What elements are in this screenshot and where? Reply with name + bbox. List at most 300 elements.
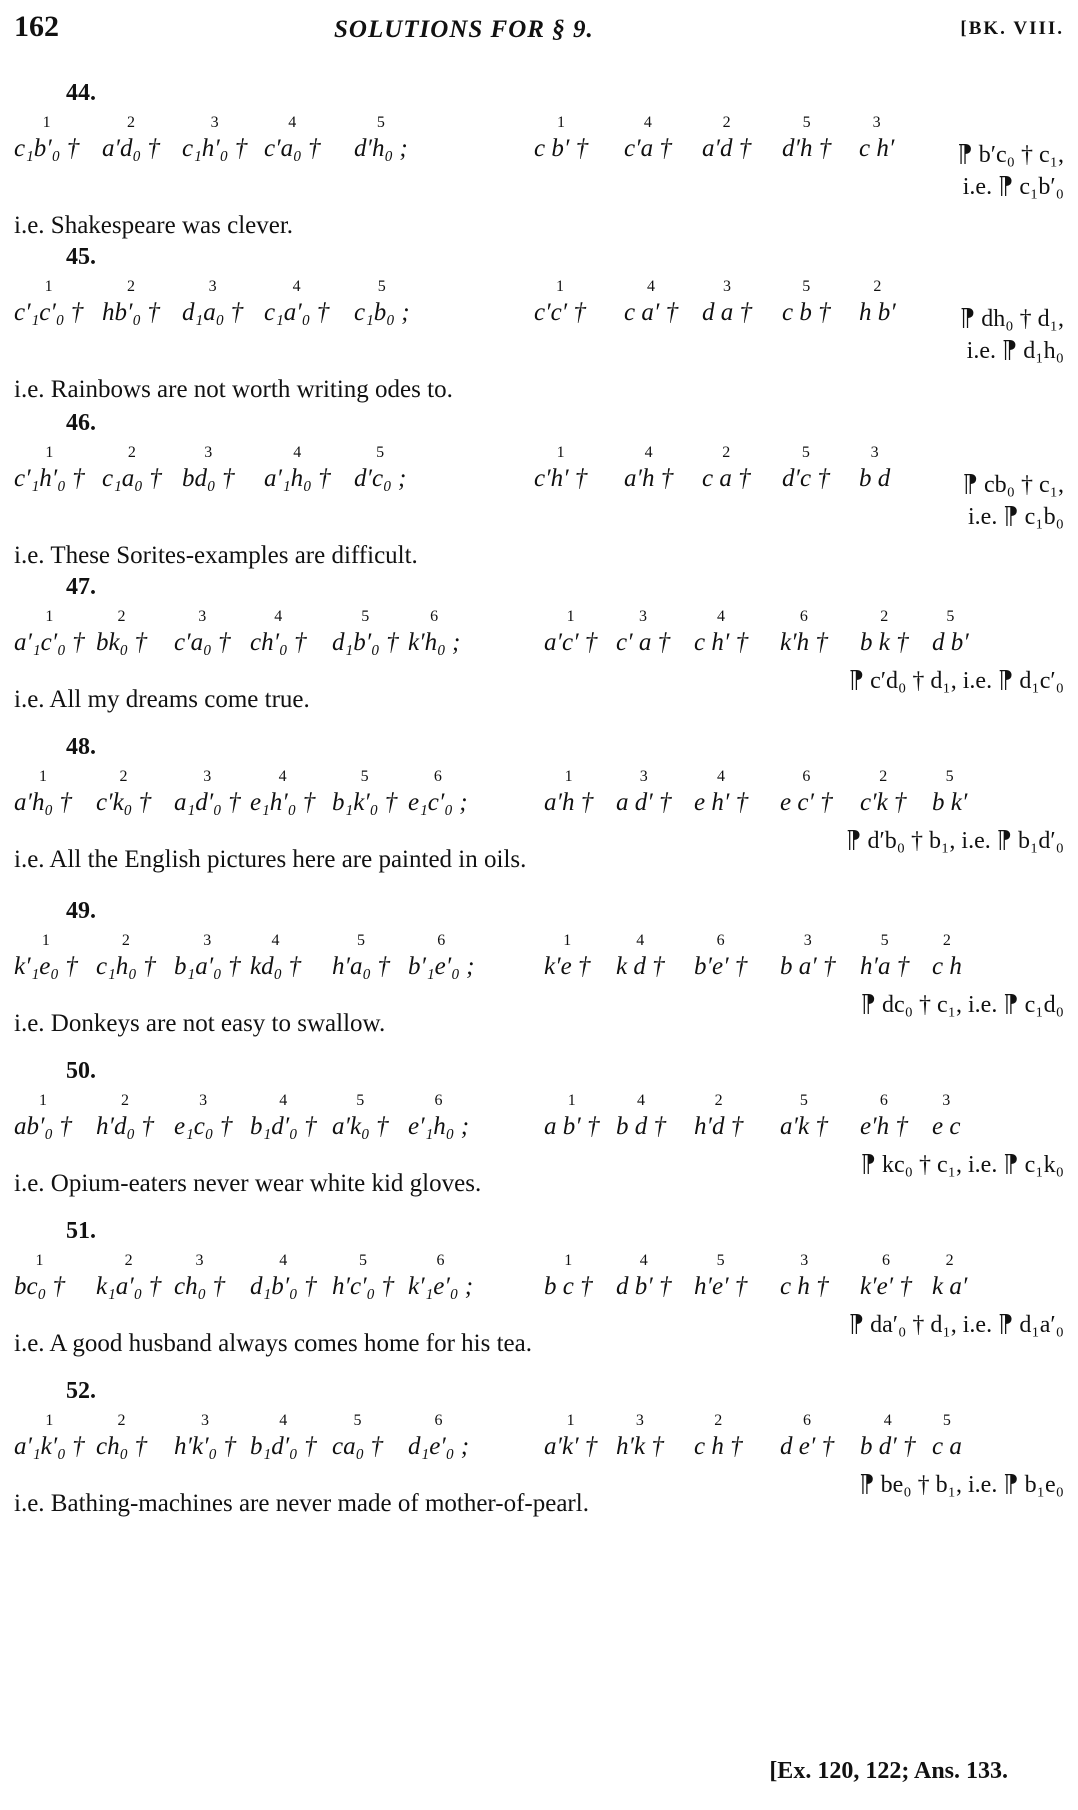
premise-term [182, 442, 234, 491]
premise-expression: k′₁e₀ † [14, 953, 78, 980]
premise-index: 5 [358, 1252, 367, 1269]
answer-sentence: i.e. Shakespeare was clever. [14, 212, 294, 239]
premise-term [332, 606, 399, 655]
conclusion-line-2: i.e. ⁋ c₁b′₀ [962, 174, 1064, 200]
premise-index: 3 [204, 444, 213, 461]
premise-term [174, 1090, 232, 1139]
working-index: 2 [945, 1252, 954, 1269]
premise-expression: bd₀ † [182, 465, 235, 492]
working-index: 1 [566, 1412, 575, 1429]
premise-index: 6 [433, 768, 442, 785]
working-expression: c′ a † [616, 629, 671, 656]
solution-number: 51. [66, 1218, 96, 1244]
premise-index: 4 [288, 114, 297, 131]
page-number: 162 [14, 10, 59, 43]
working-term [932, 1250, 967, 1299]
premise-index: 4 [274, 608, 283, 625]
working-expression: h′e′ † [694, 1273, 748, 1300]
answer-sentence: i.e. All the English pictures here are painted in oils. [14, 846, 527, 873]
premise-expression: e₁c′₀ ; [408, 789, 468, 816]
solution-block [14, 1378, 1064, 1563]
working-row [514, 766, 1064, 826]
working-index: 6 [803, 1412, 812, 1429]
working-expression: k′e † [544, 953, 591, 980]
working-index: 6 [879, 1092, 888, 1109]
premise-index: 4 [279, 1412, 288, 1429]
premise-index: 1 [38, 1092, 47, 1109]
working-expression: a′h † [624, 465, 674, 492]
working-term [624, 276, 678, 325]
premise-index: 3 [208, 278, 217, 295]
working-index: 1 [566, 608, 575, 625]
premise-expression: ab′₀ † [14, 1113, 72, 1140]
working-term [694, 1410, 743, 1459]
premise-index: 1 [45, 444, 54, 461]
working-index: 3 [639, 608, 648, 625]
working-index: 1 [555, 278, 564, 295]
premise-expression: h′a₀ † [332, 953, 390, 980]
working-term [780, 1410, 834, 1459]
working-index: 3 [723, 278, 731, 295]
working-term [702, 112, 751, 161]
working-index: 1 [557, 114, 566, 131]
solution-block [14, 410, 1064, 595]
solution-number: 45. [66, 244, 96, 270]
working-index: 3 [872, 114, 881, 131]
premise-term [102, 442, 162, 491]
working-index: 4 [644, 444, 653, 461]
working-expression: c′k † [860, 789, 907, 816]
working-expression: a′h † [544, 789, 594, 816]
working-index: 2 [714, 1092, 723, 1109]
premises-row [14, 276, 514, 336]
working-expression: h b′ [859, 299, 896, 326]
answer-sentence: i.e. Bathing-machines are never made of mother-of-pearl. [14, 1490, 589, 1517]
premises-row [14, 442, 514, 502]
premise-index: 3 [203, 932, 212, 949]
working-term [702, 276, 752, 325]
working-term [534, 276, 586, 325]
solution-block [14, 80, 1064, 265]
working-term [859, 276, 896, 325]
premise-term [332, 930, 390, 979]
working-index: 1 [556, 444, 565, 461]
premise-term [14, 606, 85, 655]
working-index: 4 [717, 608, 726, 625]
working-expression: d b′ † [616, 1273, 672, 1300]
premise-term [354, 112, 408, 161]
solution-number: 47. [66, 574, 96, 600]
premise-expression: d′h₀ ; [354, 135, 408, 162]
working-term [780, 766, 833, 815]
working-index: 4 [639, 1252, 648, 1269]
working-expression: c b′ † [534, 135, 589, 162]
premise-expression: c₁a′₀ † [264, 299, 330, 326]
conclusion-line: ⁋ dc₀ † c₁, i.e. ⁋ c₁d₀ [860, 992, 1064, 1018]
working-expression: k d † [616, 953, 665, 980]
working-index: 5 [799, 1092, 808, 1109]
working-expression: b k † [860, 629, 909, 656]
premise-expression: d₁b′₀ † [332, 629, 399, 656]
premise-term [250, 606, 307, 655]
solution-block [14, 1058, 1064, 1243]
solution-number: 50. [66, 1058, 96, 1084]
working-term [859, 112, 894, 161]
working-expression: d′h † [782, 135, 832, 162]
premise-index: 5 [360, 768, 369, 785]
working-term [860, 1410, 915, 1459]
working-expression: k a′ [932, 1273, 968, 1300]
premise-expression: c₁b′₀ † [14, 135, 80, 162]
working-term [780, 1250, 829, 1299]
working-index: 1 [564, 1252, 573, 1269]
premise-term [96, 1250, 161, 1299]
working-term [932, 766, 967, 815]
working-expression: a d′ † [616, 789, 672, 816]
premise-expression: k′₁e′₀ ; [408, 1273, 474, 1300]
premises-row [14, 1090, 514, 1150]
premise-index: 4 [292, 278, 301, 295]
working-index: 3 [942, 1092, 951, 1109]
premise-term [250, 1250, 317, 1299]
premise-term [14, 1250, 65, 1299]
working-term [616, 930, 665, 979]
working-term [932, 930, 962, 979]
working-expression: c′a † [624, 135, 672, 162]
premise-term [250, 1410, 317, 1459]
premise-index: 5 [356, 932, 365, 949]
premise-term [264, 442, 331, 491]
premise-index: 6 [434, 1092, 443, 1109]
premises-row [14, 1250, 514, 1310]
premise-term [14, 442, 85, 491]
premise-term [354, 442, 406, 491]
premise-index: 2 [126, 278, 135, 295]
working-expression: e′h † [860, 1113, 908, 1140]
premise-term [250, 930, 301, 979]
premise-term [174, 606, 231, 655]
working-index: 4 [883, 1412, 892, 1429]
premise-expression: a′d₀ † [102, 135, 160, 162]
premise-index: 3 [200, 1412, 209, 1429]
premise-expression: bc₀ † [14, 1273, 66, 1300]
working-index: 4 [717, 768, 726, 785]
working-term [860, 606, 909, 655]
premise-index: 5 [361, 608, 370, 625]
working-index: 2 [873, 278, 882, 295]
premise-expression: c′a₀ † [174, 629, 231, 656]
working-expression: d e′ † [780, 1433, 835, 1460]
conclusion-line: ⁋ d′b₀ † b₁, i.e. ⁋ b₁d′₀ [846, 828, 1064, 854]
working-index: 5 [716, 1252, 725, 1269]
working-expression: e c [932, 1113, 961, 1140]
working-expression: e c′ † [780, 789, 833, 816]
premise-index: 2 [117, 608, 126, 625]
working-expression: b a′ † [780, 953, 836, 980]
working-term [860, 766, 906, 815]
working-index: 2 [942, 932, 951, 949]
working-row [514, 1250, 1064, 1310]
premise-term [408, 1090, 469, 1139]
working-term [782, 112, 831, 161]
working-index: 5 [802, 278, 811, 295]
working-expression: a b′ † [544, 1113, 600, 1140]
solution-number: 49. [66, 898, 96, 924]
working-index: 4 [647, 278, 656, 295]
premise-index: 1 [45, 608, 54, 625]
conclusion-line: ⁋ kc₀ † c₁, i.e. ⁋ c₁k₀ [860, 1152, 1064, 1178]
working-expression: k′e′ † [860, 1273, 912, 1300]
working-expression: b d [859, 465, 891, 492]
working-term [702, 442, 751, 491]
premises-row [14, 766, 514, 826]
working-row [514, 1090, 1064, 1150]
working-term [544, 1250, 593, 1299]
premise-index: 4 [293, 444, 302, 461]
premise-index: 2 [124, 1252, 133, 1269]
premise-term [332, 1090, 389, 1139]
working-expression: c a † [702, 465, 751, 492]
premise-index: 1 [41, 932, 50, 949]
working-expression: c a′ † [624, 299, 679, 326]
premise-expression: d₁e′₀ ; [408, 1433, 470, 1460]
premise-expression: e₁c₀ † [174, 1113, 233, 1140]
solution-number: 44. [66, 80, 96, 106]
solution-number: 48. [66, 734, 96, 760]
working-index: 3 [803, 932, 812, 949]
premise-index: 2 [126, 114, 135, 131]
premise-term [14, 1410, 85, 1459]
working-term [694, 1250, 747, 1299]
premise-term [174, 1410, 236, 1459]
premise-index: 2 [117, 1412, 126, 1429]
premise-expression: a′h₀ † [14, 789, 72, 816]
working-term [616, 766, 671, 815]
premise-expression: k′h₀ ; [408, 629, 461, 656]
premise-index: 5 [353, 1412, 362, 1429]
working-row [514, 606, 1064, 666]
premise-expression: d₁a₀ † [182, 299, 244, 326]
answer-sentence: i.e. Opium-eaters never wear white kid gloves. [14, 1170, 482, 1197]
working-index: 2 [714, 1412, 723, 1429]
premise-term [96, 766, 151, 815]
working-expression: c′c′ † [534, 299, 586, 326]
premise-index: 4 [271, 932, 280, 949]
premise-expression: h′k′₀ † [174, 1433, 236, 1460]
working-expression: a′k † [780, 1113, 828, 1140]
working-term [544, 766, 593, 815]
working-expression: b d′ † [860, 1433, 916, 1460]
solution-block [14, 898, 1064, 1083]
working-term [780, 930, 835, 979]
working-term [782, 442, 830, 491]
working-index: 2 [722, 114, 731, 131]
premise-index: 4 [279, 1252, 288, 1269]
premise-expression: h′c′₀ † [332, 1273, 394, 1300]
working-term [544, 1410, 597, 1459]
working-term [534, 442, 587, 491]
working-term [616, 1410, 664, 1459]
working-index: 6 [802, 768, 811, 785]
answer-sentence: i.e. These Sorites-examples are difficult. [14, 542, 418, 569]
working-expression: k′h † [780, 629, 828, 656]
working-index: 5 [945, 768, 954, 785]
premise-index: 6 [434, 1412, 443, 1429]
premise-term [332, 766, 397, 815]
working-term [859, 442, 890, 491]
working-term [932, 606, 969, 655]
premise-expression: c₁b₀ ; [354, 299, 410, 326]
premise-index: 2 [120, 1092, 129, 1109]
premise-expression: c′k₀ † [96, 789, 152, 816]
premise-expression: c₁h₀ † [96, 953, 156, 980]
premise-expression: e′₁h₀ ; [408, 1113, 470, 1140]
premise-expression: a′₁k′₀ † [14, 1433, 85, 1460]
premise-term [182, 276, 243, 325]
premise-term [182, 112, 247, 161]
premise-expression: ca₀ † [332, 1433, 384, 1460]
working-index: 5 [801, 444, 810, 461]
premise-term [250, 766, 315, 815]
working-term [860, 1090, 908, 1139]
premise-term [332, 1250, 394, 1299]
premise-term [14, 930, 78, 979]
running-title: SOLUTIONS FOR § 9. [334, 16, 594, 43]
working-expression: c b † [782, 299, 831, 326]
premise-expression: e₁h′₀ † [250, 789, 316, 816]
premise-term [408, 1250, 473, 1299]
premise-term [14, 112, 79, 161]
working-index: 3 [639, 768, 648, 785]
premise-index: 2 [121, 932, 130, 949]
working-index: 2 [880, 608, 889, 625]
answer-sentence: i.e. Rainbows are not worth writing odes to. [14, 376, 453, 403]
solution-number: 46. [66, 410, 96, 436]
working-term [534, 112, 588, 161]
conclusion-line: ⁋ b′c₀ † c₁, [957, 142, 1064, 168]
working-expression: h′d † [694, 1113, 744, 1140]
premise-expression: kd₀ † [250, 953, 302, 980]
premise-expression: a′k₀ † [332, 1113, 389, 1140]
premise-index: 3 [195, 1252, 204, 1269]
premise-index: 5 [376, 444, 385, 461]
premise-expression: c₁a₀ † [102, 465, 162, 492]
book-reference: [BK. VIII. [960, 18, 1064, 39]
premise-term [174, 930, 241, 979]
working-expression: d a † [702, 299, 752, 326]
working-expression: a′c′ † [544, 629, 598, 656]
working-expression: e h′ † [694, 789, 749, 816]
premise-index: 3 [198, 608, 207, 625]
premise-expression: c′₁c′₀ † [14, 299, 84, 326]
premise-term [174, 766, 241, 815]
premise-term [14, 766, 72, 815]
premise-index: 3 [203, 768, 212, 785]
working-index: 4 [636, 932, 645, 949]
premise-expression: ch′₀ † [250, 629, 307, 656]
working-expression: d′c † [782, 465, 830, 492]
premise-index: 5 [377, 278, 386, 295]
premise-term [96, 606, 147, 655]
premise-expression: ch₀ † [174, 1273, 226, 1300]
premise-expression: ch₀ † [96, 1433, 148, 1460]
working-term [860, 930, 909, 979]
working-term [694, 930, 747, 979]
conclusion-line: ⁋ c′d₀ † d₁, i.e. ⁋ d₁c′₀ [848, 668, 1064, 694]
premise-index: 3 [199, 1092, 208, 1109]
working-index: 3 [870, 444, 879, 461]
premise-expression: h′d₀ † [96, 1113, 154, 1140]
working-index: 2 [879, 768, 888, 785]
premise-index: 2 [127, 444, 136, 461]
premise-index: 1 [38, 768, 47, 785]
working-index: 5 [880, 932, 889, 949]
working-index: 4 [643, 114, 652, 131]
premise-term [408, 606, 460, 655]
premise-index: 5 [356, 1092, 365, 1109]
premise-term [14, 276, 83, 325]
conclusion-line-2: i.e. ⁋ c₁b₀ [968, 504, 1064, 530]
working-expression: c′h′ † [534, 465, 588, 492]
working-term [616, 606, 670, 655]
solution-block [14, 734, 1064, 919]
working-term [544, 930, 590, 979]
conclusion-line: ⁋ be₀ † b₁, i.e. ⁋ b₁e₀ [859, 1472, 1064, 1498]
cross-reference-footer: [Ex. 120, 122; Ans. 133. [769, 1758, 1008, 1784]
premise-index: 1 [45, 1412, 54, 1429]
premise-index: 4 [278, 768, 287, 785]
conclusion-line-2: i.e. ⁋ d₁h₀ [966, 338, 1064, 364]
solution-block [14, 1218, 1064, 1403]
premise-expression: c′₁h′₀ † [14, 465, 85, 492]
premise-expression: b₁d′₀ † [250, 1113, 317, 1140]
premise-expression: b₁k′₀ † [332, 789, 398, 816]
working-term [780, 1090, 828, 1139]
page-header [14, 10, 1064, 50]
working-expression: c h † [780, 1273, 829, 1300]
working-term [932, 1410, 962, 1459]
premise-term [408, 766, 468, 815]
premise-expression: a′₁c′₀ † [14, 629, 85, 656]
premise-expression: c′a₀ † [264, 135, 321, 162]
premise-term [354, 276, 410, 325]
working-index: 4 [637, 1092, 645, 1109]
working-index: 1 [564, 768, 573, 785]
solution-number: 52. [66, 1378, 96, 1404]
answer-sentence: i.e. A good husband always comes home for his tea. [14, 1330, 532, 1357]
solution-block [14, 574, 1064, 759]
premise-index: 1 [42, 114, 51, 131]
working-expression: a′d † [702, 135, 752, 162]
working-term [932, 1090, 960, 1139]
premise-term [102, 112, 160, 161]
premise-index: 2 [119, 768, 128, 785]
solution-block [14, 244, 1064, 429]
working-term [782, 276, 831, 325]
working-term [694, 766, 748, 815]
premise-term [96, 1090, 154, 1139]
working-index: 1 [563, 932, 572, 949]
conclusion-line: ⁋ dh₀ † d₁, [959, 306, 1064, 332]
premise-expression: hb′₀ † [102, 299, 160, 326]
working-index: 3 [635, 1412, 644, 1429]
working-term [616, 1090, 666, 1139]
working-expression: c h † [694, 1433, 743, 1460]
premise-expression: c₁h′₀ † [182, 135, 248, 162]
premise-term [250, 1090, 317, 1139]
working-term [544, 606, 597, 655]
premises-row [14, 606, 514, 666]
